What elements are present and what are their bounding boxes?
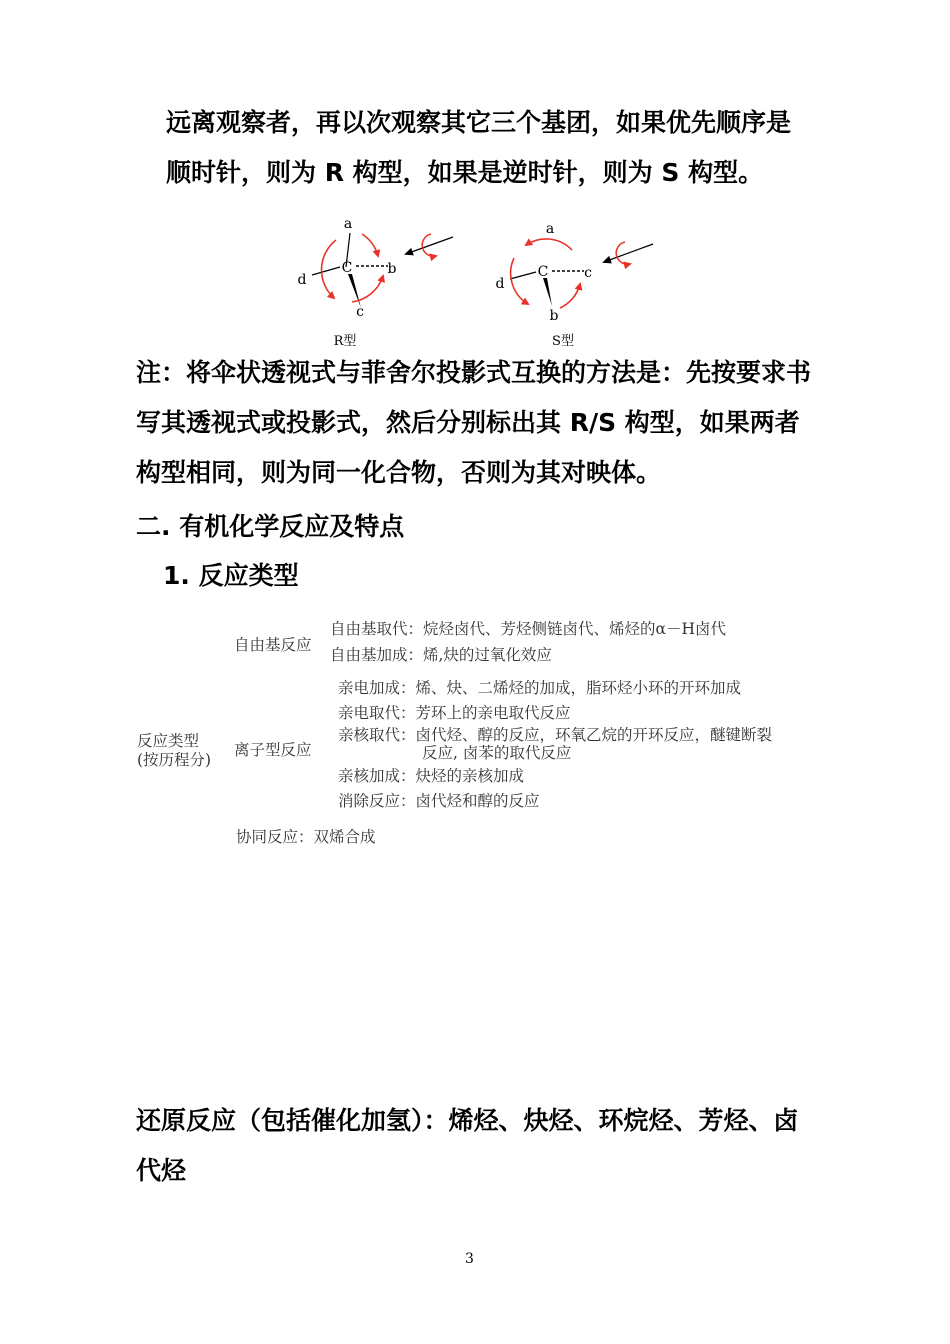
ionic-item-4: 亲核加成：炔烃的亲核加成 [338,767,525,785]
s-label-bottom: b [549,308,559,324]
ionic-item-2: 亲电取代：芳环上的亲电取代反应 [338,704,571,722]
r-configuration-diagram [290,212,470,352]
r-label-center: C [341,260,353,276]
r-arc-bottom [352,276,383,302]
r-caption: R型 [333,334,357,349]
s-viewer-arrow [604,244,653,262]
s-bond-b-wedge [543,278,552,306]
s-label-right: c [584,265,592,281]
ionic-item-5: 消除反应：卤代烃和醇的反应 [338,792,540,810]
r-label-top: a [343,216,353,232]
note-line-2: 写其透视式或投影式，然后分别标出其 R/S 构型，如果两者 [136,408,800,437]
r-viewer-arrow [406,237,453,254]
ionic-item-3: 亲核取代：卤代烃、醇的反应，环氧乙烷的开环反应，醚键断裂 [338,726,773,744]
tree-root-line-1: 反应类型 [137,732,200,750]
r-bond-d [312,267,340,275]
intro-line-1: 远离观察者，再以次观察其它三个基团，如果优先顺序是 [166,108,792,137]
intro-paragraph [166,98,791,198]
free-radical-item-2: 自由基加成：烯,炔的过氧化效应 [330,646,552,664]
ionic-item-3-cont: 反应, 卤苯的取代反应 [422,744,572,762]
r-arc-top [362,234,378,256]
tree-root-line-2: (按历程分) [137,751,212,769]
s-label-left: d [495,276,505,292]
free-radical-item-1: 自由基取代：烷烃卤代、芳烃侧链卤代、烯烃的α－H卤代 [330,620,726,638]
s-label-top: a [545,221,555,237]
section-2-heading: 二. 有机化学反应及特点 [136,512,405,541]
tree-root-label [137,732,211,770]
r-label-bottom: c [356,304,364,320]
subsection-1-heading: 1. 反应类型 [163,561,299,590]
note-line-1: 注：将伞状透视式与菲舍尔投影式互换的方法是：先按要求书 [136,358,812,387]
r-label-left: d [297,272,307,288]
s-arc-bottom [560,284,580,308]
reduction-paragraph [136,1096,799,1196]
s-label-center: C [537,264,549,280]
note-paragraph [136,348,811,498]
r-bond-c-wedge [348,274,361,308]
ionic-item-1: 亲电加成：烯、炔、二烯烃的加成，脂环烃小环的开环加成 [338,679,742,697]
intro-line-2: 顺时针，则为 R 构型，如果是逆时针，则为 S 构型。 [166,158,764,187]
page-number: 3 [465,1251,474,1267]
s-caption: S型 [552,334,574,349]
s-arc-top [526,239,572,250]
reduction-line-2: 代烃 [136,1156,187,1185]
s-bond-d [510,272,536,279]
r-label-right: b [387,261,397,277]
s-arc-left [511,258,528,304]
note-line-3: 构型相同，则为同一化合物，否则为其对映体。 [136,458,662,487]
free-radical-label: 自由基反应 [234,636,312,654]
s-configuration-diagram [488,212,668,352]
ionic-label: 离子型反应 [234,741,312,759]
concerted-label: 协同反应：双烯合成 [236,828,376,846]
reduction-line-1: 还原反应（包括催化加氢）：烯烃、炔烃、环烷烃、芳烃、卤 [136,1106,799,1135]
